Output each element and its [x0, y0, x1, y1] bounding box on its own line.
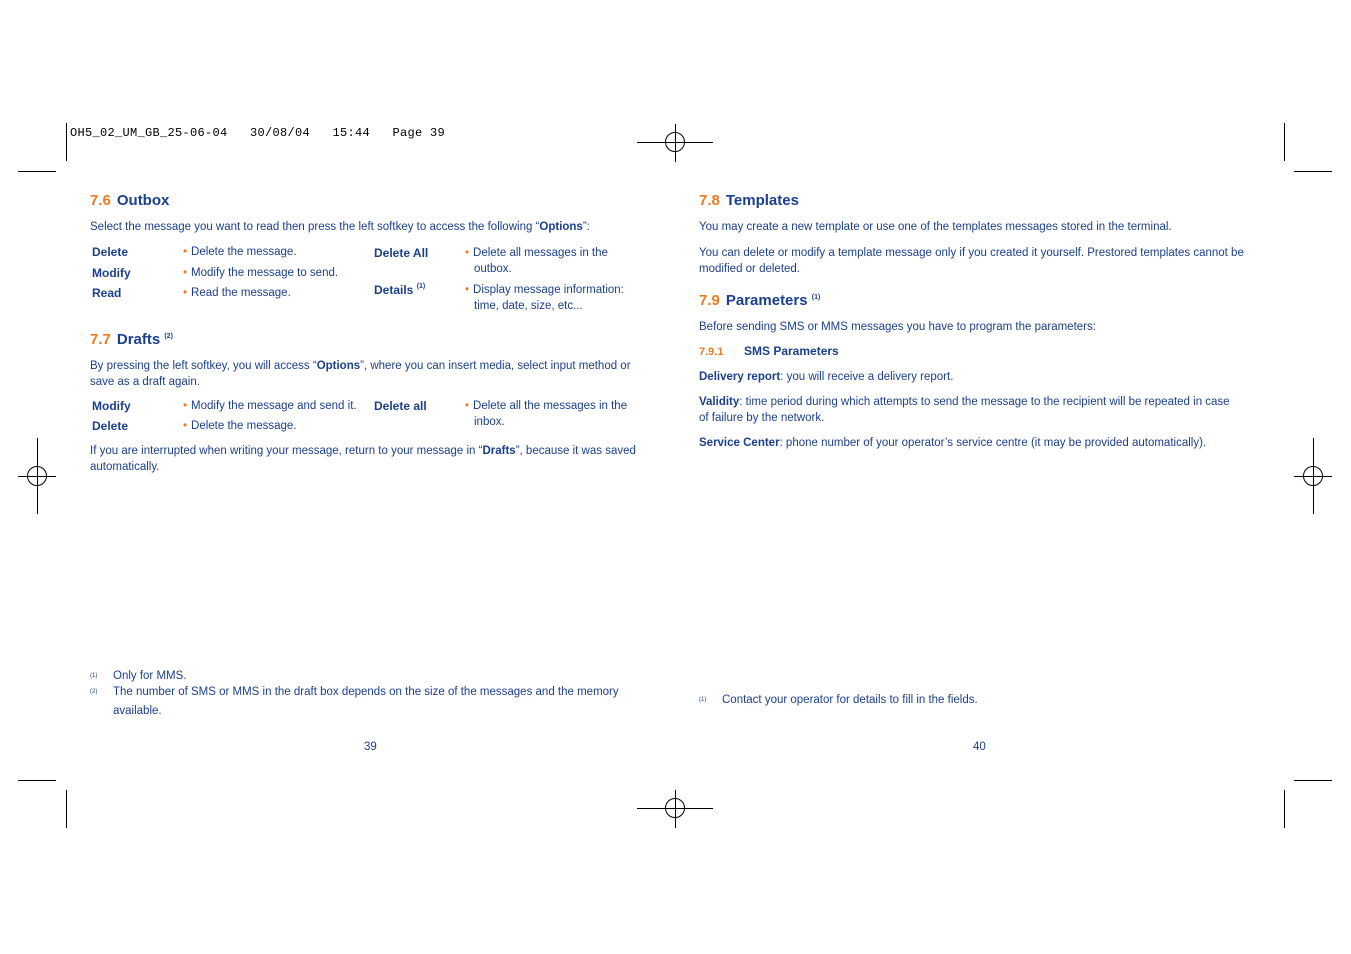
option-description: • Modify the message and send it.: [183, 400, 357, 412]
footnote: $^{(1)}$ Contact your operator for details to fill in the fields.: [699, 694, 978, 706]
crop-mark: [1294, 171, 1332, 172]
option-term: Delete all: [374, 399, 427, 413]
crop-mark: [18, 780, 56, 781]
parameter-validity: Validity: time period during which attempts to send the message to the recipient will be repeated in case of failure by the network.: [699, 396, 1230, 424]
parameters-intro: Before sending SMS or MMS messages you have to program the parameters:: [699, 321, 1096, 333]
drafts-note: If you are interrupted when writing your message, return to your message in “Drafts”, because it was saved automatically.: [90, 445, 636, 473]
option-term: Details $^{(1)}$: [374, 283, 426, 297]
parameter-delivery-report: Delivery report: you will receive a delivery report.: [699, 371, 954, 383]
crop-mark: [1294, 780, 1332, 781]
footnote: $^{(1)}$ Only for MMS.: [90, 670, 187, 682]
page-number: 40: [973, 741, 986, 753]
crop-mark: [18, 171, 56, 172]
section-heading-parameters: 7.9 Parameters $^{(1)}$: [699, 292, 821, 309]
page-number: 39: [364, 741, 377, 753]
option-term: Delete: [92, 245, 129, 259]
registration-circle: [665, 798, 685, 818]
registration-circle: [665, 132, 685, 152]
section-heading-templates: 7.8 Templates: [699, 192, 799, 209]
print-slug: OH5_02_UM_GB_25-06-04 30/08/04 15:44 Page 39: [70, 126, 446, 140]
parameter-service-center: Service Center: phone number of your operator’s service centre (it may be provided automatically).: [699, 437, 1207, 449]
option-term: Modify: [92, 399, 131, 413]
option-term: Read: [92, 286, 122, 300]
drafts-intro: By pressing the left softkey, you will access “Options”, where you can insert media, select input method or save as a draft again.: [90, 360, 631, 388]
section-heading-drafts: 7.7 Drafts $^{(2)}$: [90, 331, 173, 348]
option-description: • Read the message.: [183, 287, 291, 299]
crop-mark: [1284, 790, 1285, 828]
option-term: Modify: [92, 266, 131, 280]
registration-circle: [1303, 466, 1323, 486]
option-description: • Delete the message.: [183, 246, 297, 258]
outbox-intro: Select the message you want to read then press the left softkey to access the following “Options”:: [90, 221, 590, 233]
option-description: • Delete the message.: [183, 420, 297, 432]
option-description: • Display message information: time, date, size, etc...: [465, 284, 624, 312]
option-term: Delete: [92, 419, 129, 433]
option-description: • Modify the message to send.: [183, 267, 339, 279]
footnote: $^{(2)}$ The number of SMS or MMS in the draft box depends on the size of the messages and the memory available.: [90, 686, 619, 717]
crop-mark: [66, 123, 67, 161]
option-term: Delete All: [374, 246, 429, 260]
templates-paragraph: You may create a new template or use one of the templates messages stored in the terminal.: [699, 221, 1172, 233]
crop-mark: [1284, 123, 1285, 161]
registration-circle: [27, 466, 47, 486]
subsection-heading: 7.9.1 SMS Parameters: [699, 344, 839, 358]
option-description: • Delete all messages in the outbox.: [465, 247, 608, 275]
templates-paragraph: You can delete or modify a template message only if you created it yourself. Prestored templates cannot be modified or deleted.: [699, 247, 1244, 275]
option-description: • Delete all the messages in the inbox.: [465, 400, 628, 428]
section-heading-outbox: 7.6 Outbox: [90, 192, 170, 209]
crop-mark: [66, 790, 67, 828]
